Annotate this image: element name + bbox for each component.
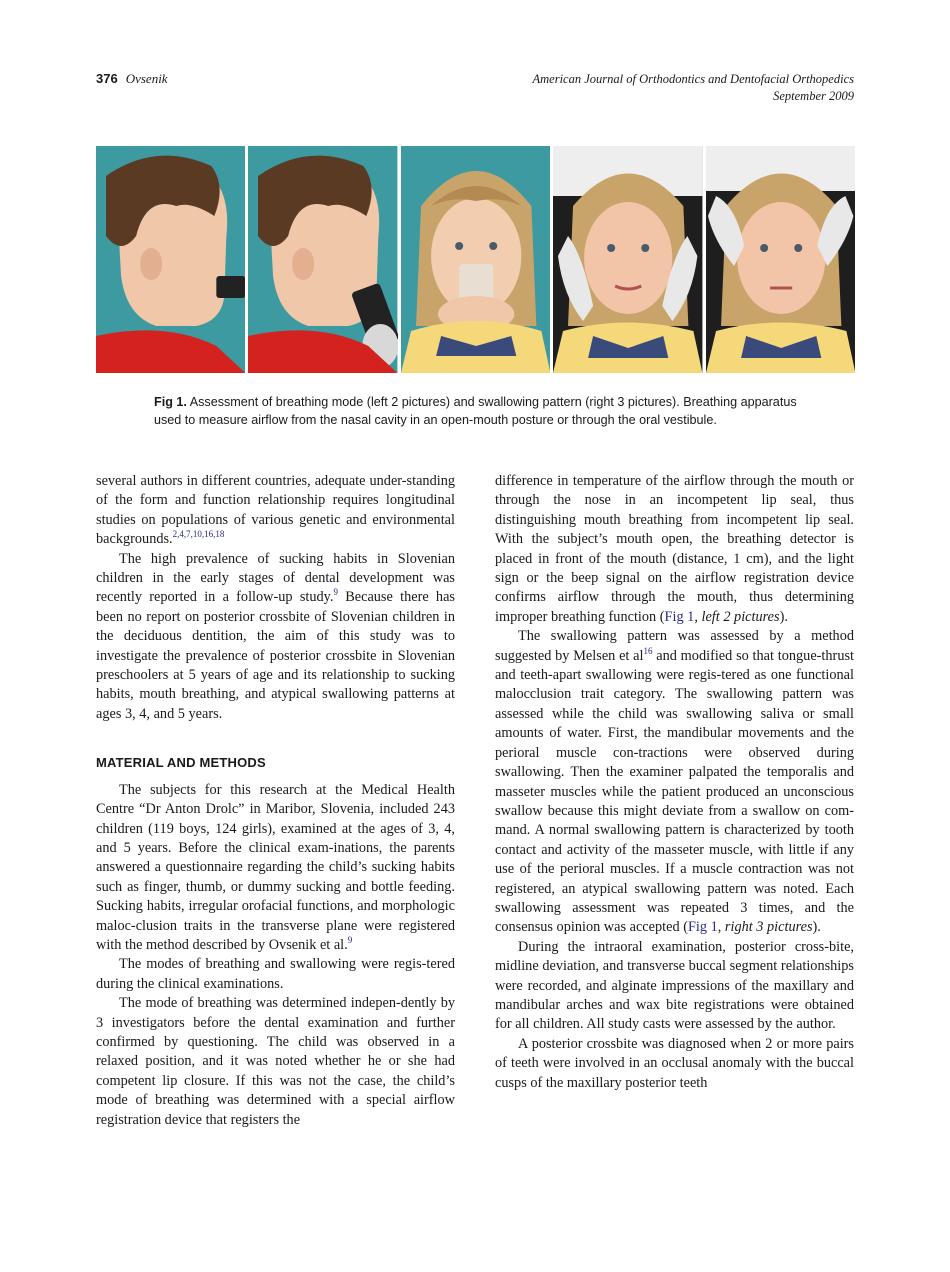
paragraph [495, 627, 854, 938]
photo-swallowing-palpation-1 [553, 146, 702, 373]
paragraph-text: ). [812, 919, 821, 936]
paragraph-text: The subjects for this research at the Medical Health Centre “Dr Anton Drolc” in Maribor, Slovenia, included 243 children (119 boys, 124 girls), examined at the ages of 3, 4, and 5 years. Before the clinical exam-inations, the parents answered a questionnaire regarding the child’s sucking habits such as finger, thumb, or dummy sucking and bottle feeding. Sucking habits, irregular orofacial functions, and morphologic maloc-clusion traits in the transverse plane were registered with the method described by Ovsenik et al. [96, 781, 455, 953]
paragraph-text: and modified so that tongue-thrust and teeth-apart swallowing were regis-tered as one functional malocclusion trait category. The swallowing pattern was assessed while the child was swallowing saliva or small amounts of water. First, the mandibular movements and the perioral muscle con-tractions were observed during swallowing. Then the examiner palpated the temporalis and masseter muscles while the patient produced an unconscious swallow because this might deviate from a swallow on com-mand. A normal swallowing pattern is characterized by tooth contact and activity of the masseter muscle, with little if any use of the perioral muscles. If a muscle contraction was not registered, an atypical swallowing pattern was noted. Each swallowing assessment was repeated 3 times, and the consensus opinion was accepted ( [495, 647, 855, 936]
running-header-left [96, 71, 168, 87]
paragraph [96, 781, 455, 956]
journal-title: American Journal of Orthodontics and Dentofacial Orthopedics [532, 72, 854, 86]
photo-breathing-profile-1 [96, 146, 245, 373]
paragraph: A posterior crossbite was diagnosed when 2 or more pairs of teeth were involved in an occlusal anomaly with the buccal cusps of the maxillary posterior teeth [495, 1035, 854, 1091]
page-number: 376 [96, 71, 118, 86]
paragraph [96, 550, 455, 725]
paragraph-text: difference in temperature of the airflow through the mouth or through the nose in an incompetent lip seal, thus distinguishing mouth breathing from incompetent lip seal. With the subject’s mouth open, the breathing detector is placed in front of the mouth (distance, 1 cm), and the light sign or the beep signal on the airflow registration device confirms airflow through the mouth, thus determining improper breathing function ( [495, 473, 854, 625]
citation-ref[interactable]: 16 [643, 645, 653, 656]
paragraph-text: , [694, 608, 702, 625]
paragraph: The modes of breathing and swallowing were regis-tered during the clinical examinations. [96, 956, 455, 992]
figure-caption [154, 393, 814, 429]
paragraph-text: several authors in different countries, adequate under-standing of the form and function relationship requires longitudinal studies on populations of various genetic and environmental backgrounds. [96, 473, 455, 548]
paragraph-text: ). [779, 608, 788, 625]
section-heading: MATERIAL AND METHODS [96, 755, 266, 771]
running-header-right [533, 71, 855, 105]
figure-label: Fig 1. [154, 395, 187, 409]
paragraph-text: The swallowing pattern was assessed by a method suggested by Melsen et al [495, 628, 854, 664]
paragraph [495, 472, 854, 627]
right-column [495, 472, 854, 1093]
paragraph-text: The high prevalence of sucking habits in Slovenian children in the early stages of dental development was recently reported in a follow-up study. [96, 550, 455, 606]
photo-breathing-profile-2 [248, 146, 397, 373]
paragraph-text: , [717, 919, 725, 936]
italic-text: right 3 pictures [724, 919, 813, 936]
paragraph: During the intraoral examination, posterior cross-bite, midline deviation, and transverse buccal segment relationships were recorded, and alginate impressions of the maxillary and mandibular arches and wax bite registrations were obtained for all children. All study casts were assessed by the author. [495, 938, 854, 1033]
figure-link[interactable]: Fig 1 [664, 608, 695, 625]
figure-1-photo-strip [96, 146, 855, 373]
running-author: Ovsenik [125, 71, 168, 86]
issue-date: September 2009 [773, 89, 854, 103]
citation-ref[interactable]: 9 [347, 934, 353, 945]
paragraph-text: Because there has been no report on posterior crossbite of Slovenian children in the deciduous dentition, the aim of this study was to investigate the prevalence of posterior crossbite in Slovenian preschoolers at 5 years of age and its relationship to sucking habits, mouth breathing, and atypical swallowing patterns at ages 3, 4, and 5 years. [96, 589, 455, 722]
italic-text: left 2 pictures [701, 608, 780, 625]
paragraph: The mode of breathing was determined indepen-dently by 3 investigators before the dental examination and further confirmed by questioning. The child was observed in a relaxed position, and it was noted whether he or she had competent lip closure. If this was not the case, the child’s mode of breathing was determined with a special airflow registration device that registers the [96, 995, 455, 1128]
figure-link[interactable]: Fig 1 [687, 919, 718, 936]
left-column [96, 472, 455, 1130]
photo-swallowing-glass [401, 146, 550, 373]
figure-caption-text: Assessment of breathing mode (left 2 pictures) and swallowing pattern (right 3 pictures). Breathing apparatus used to measure airflow from the nasal cavity in an open-mouth posture or through the oral vestibule. [154, 395, 797, 427]
photo-swallowing-palpation-2 [706, 146, 855, 373]
citation-ref[interactable]: 9 [333, 587, 338, 598]
citation-refs[interactable]: 2,4,7,10,16,18 [172, 529, 225, 540]
paragraph [96, 472, 455, 550]
